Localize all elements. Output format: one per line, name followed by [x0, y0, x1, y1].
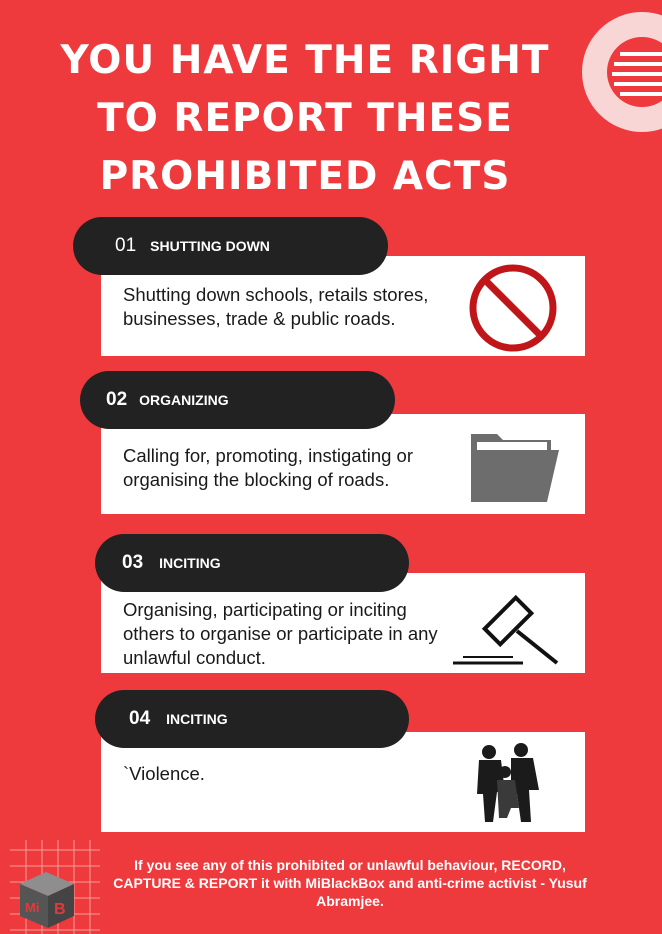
footer-message: If you see any of this prohibited or unlawful behaviour, RECORD, CAPTURE & REPORT it with MiBlackBox and anti-crime activist - Yusuf Abramjee.: [113, 857, 587, 909]
svg-text:Mi: Mi: [25, 900, 40, 915]
gavel-icon: [453, 585, 565, 669]
mib-logo: [0, 840, 100, 934]
item-label: SHUTTING DOWN: [150, 238, 270, 254]
item-number: 02: [106, 389, 128, 410]
item-pill-01: [73, 217, 388, 275]
item-text: Organising, participating or inciting others to organise or participate in any unlawful conduct.: [123, 599, 438, 668]
item-number: 04: [129, 708, 151, 729]
title-line-1: YOU HAVE THE RIGHT: [60, 38, 550, 83]
item-label: INCITING: [159, 555, 221, 571]
title-line-2: TO REPORT THESE: [97, 96, 513, 141]
item-label: INCITING: [166, 711, 228, 727]
item-text: Calling for, promoting, instigating or organising the blocking of roads.: [123, 445, 413, 490]
item-pill-03: [95, 534, 409, 592]
item-label: ORGANIZING: [139, 392, 229, 408]
item-text: Shutting down schools, retails stores, businesses, trade & public roads.: [123, 284, 429, 329]
prohibited-icon: [467, 262, 559, 354]
page-title: [0, 32, 610, 206]
item-pill-04: [95, 690, 409, 748]
svg-text:B: B: [54, 901, 66, 918]
item-pill-02: [80, 371, 395, 429]
item-card-02: [101, 414, 585, 514]
item-number: 03: [122, 552, 144, 573]
item-text: `Violence.: [123, 763, 205, 784]
folder-icon: [467, 428, 563, 504]
title-line-3: PROHIBITED ACTS: [99, 154, 511, 199]
item-number: 01: [115, 235, 137, 256]
police-arrest-icon: [471, 742, 555, 826]
